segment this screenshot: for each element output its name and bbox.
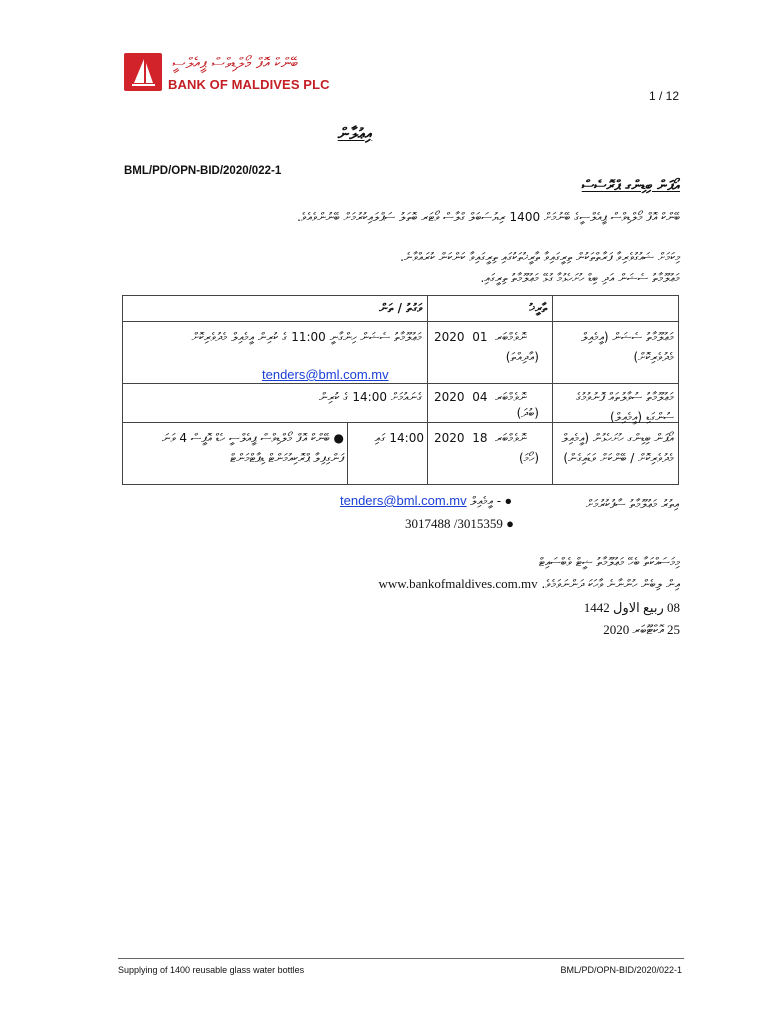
contact-phone-row: 3017488 /3015359 ● (405, 516, 514, 531)
website-link[interactable]: www.bankofmaldives.com.mv (378, 576, 538, 591)
schedule-table (122, 295, 679, 485)
logo-sail-icon (124, 53, 162, 91)
reference-number: BML/PD/OPN-BID/2020/022-1 (124, 165, 282, 177)
contact-email-label: އީމެއިލް - (470, 494, 502, 508)
footer-title: Supplying of 1400 reusable glass water bottles (118, 965, 305, 975)
intro-paragraph: ބޭންކް އޮފް މޯލްޑިވްސް ޕީއެލްސީގެ ބޭނުމަށް 1400 ރިޔުސަބަލް ގްލާސް ވޯޓަރ ބޮތަލު ސަޕްލައިކުރުމަށް ބޭނުންވެއެވެ. (297, 210, 680, 224)
intro-paragraph-2: މިކަމަށް ޝައުގުވެރިވާ ފަރާތްތަކުން ތިރީގައިވާ ތާރީޚުތަކުގައި ތިރީގައިވާ ކަންކަން ކުރައްވާނެ. (400, 250, 680, 264)
contact-label: އިތުރު މަޢުލޫމާތު ސާފުކުރުމަށް (585, 497, 679, 511)
contact-email-row: tenders@bml.com.mv އީމެއިލް - ● (340, 493, 513, 508)
row3-date: 2020 ނޮވެމްބަރ 18 (434, 431, 527, 445)
header-date: ތާރީޚު (529, 301, 547, 315)
subject-heading: އޯޕަން ބިޑިންގ ޕްރޮސެސް (581, 178, 680, 194)
row1-date: 2020 ނޮވެމްބަރ 01 (434, 330, 527, 344)
bank-name-english: BANK OF MALDIVES PLC (168, 77, 330, 92)
page-number: 1 / 12 (648, 89, 679, 103)
contact-email-link[interactable]: tenders@bml.com.mv (340, 493, 467, 508)
gregorian-date: 25 އޮކްޓޫބަރ 2020 (603, 622, 680, 637)
row2-date: 2020 ނޮވެމްބަރ 04 (434, 390, 527, 404)
closing-line-3: އިން ލިބެން ހުންނާނެ ވާހަކަ ދަންނަވަމެވެ. (541, 577, 680, 591)
row1-details: މަޢުލޫމާތު ސެޝަން ހިންގާނީ 11:00 ގެ ކުރިން އީމެއިލް މެދުވެރިކޮށް (191, 330, 422, 344)
closing-line-1: މިމަސައްކަތާ ބެހޭ މަޢުލޫމާތު ޝީޓް ވެބްސައިޓް (538, 555, 680, 569)
intro-paragraph-3: މަޢުލޫމާތު ސެޝަން އަދި ބިޑް ހުށަހެޅުމާ ގުޅޭ މަޢުލޫމާތު ތިރީގައި. (480, 271, 680, 285)
row1-day: (އާދިއްތަ) (505, 350, 539, 364)
header-place: ވަގުތު / ތަން (379, 301, 422, 315)
footer-reference: BML/PD/OPN-BID/2020/022-1 (560, 965, 682, 975)
row2-event: މަޢުލޫމާތު ސުވާލުތައް ފޮނުވުމުގެ ސުންގަޑި (އީމެއިލް) (575, 390, 674, 424)
closing-line-2 (120, 574, 680, 594)
row2-day: (ބުދަ) (516, 406, 539, 420)
row3-details: ● ބޭންކް އޮފް މޯލްޑިވްސް ޕީއެލްސީ ހެޑް އޮފީސް 4 ވަނަ ފަންގިފިލާ ޕްރޮކިއުމަންޓް ޑިޕާޓްމަންޓް (161, 431, 344, 465)
bank-name-dhivehi: ބޭންކް އޮފް މޯލްޑިވްސް ޕީއެލްސީ (172, 54, 298, 72)
bank-logo-mark (124, 53, 162, 91)
row3-day: (ހޯމަ) (518, 451, 539, 465)
footer-divider (118, 958, 684, 959)
row1-email-link[interactable]: tenders@bml.com.mv (262, 367, 389, 382)
document-title: އިޢުލާން (337, 124, 373, 143)
row3-time: 14:00 ގައި (374, 431, 424, 445)
row2-details: ގެނައުމަށް 14:00 ގެ ކުރިން (319, 390, 422, 404)
row1-event: މަޢުލޫމާތު ސެޝަން (އީމެއިލް މެދުވެރިކޮށް) (581, 330, 674, 364)
contact-phone: 3017488 /3015359 (405, 516, 503, 531)
hijri-date: 08 ربيع الاول 1442 (583, 600, 680, 615)
row3-event: އޯޕަން ބިޑިންގ ހުށަހެޅުން (އީމެއިލް މެދުވެރިކޮށް / ބޭންކަށް ވަޑައިގެން) (561, 431, 674, 465)
